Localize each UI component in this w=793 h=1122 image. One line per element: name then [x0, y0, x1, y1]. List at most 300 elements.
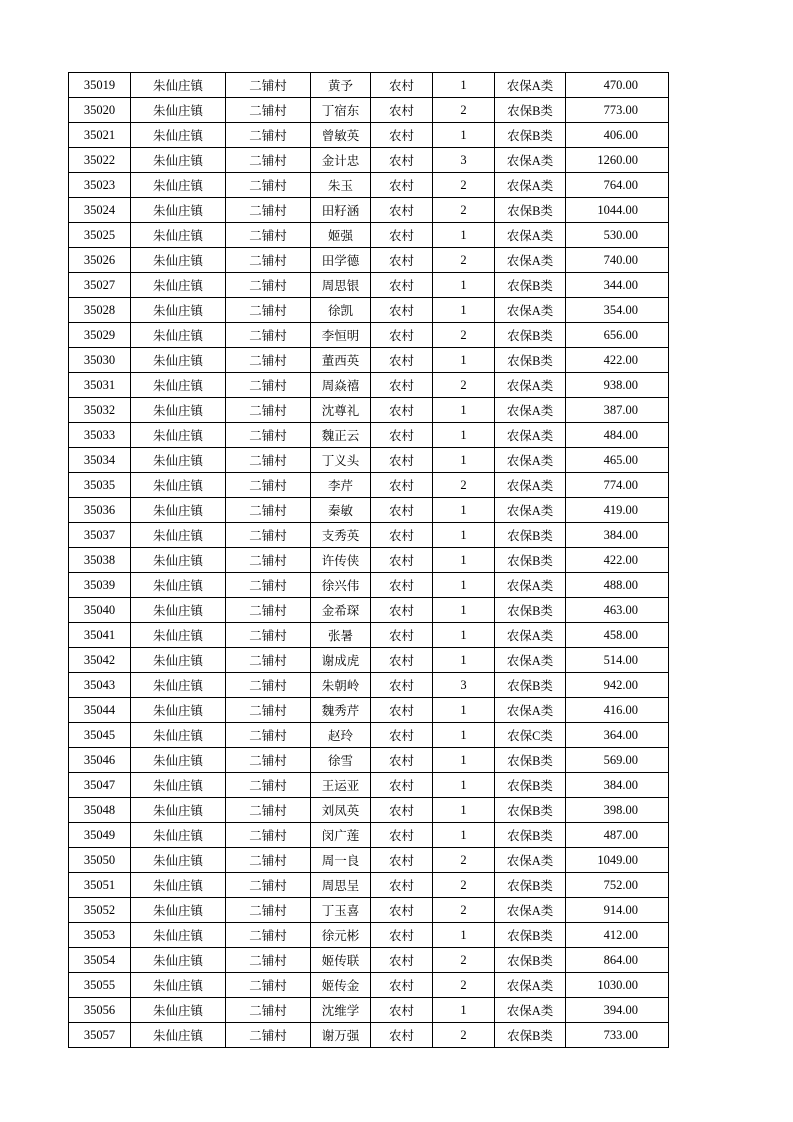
cell-amount: 1260.00 [566, 148, 669, 173]
cell-name: 朱朝岭 [311, 673, 371, 698]
cell-id: 35022 [69, 148, 131, 173]
cell-village: 二铺村 [226, 398, 311, 423]
table-row [69, 923, 669, 948]
cell-village: 二铺村 [226, 198, 311, 223]
table-row [69, 148, 669, 173]
cell-village: 二铺村 [226, 923, 311, 948]
cell-person_count: 2 [433, 173, 495, 198]
cell-town: 朱仙庄镇 [131, 323, 226, 348]
cell-person_count: 1 [433, 798, 495, 823]
cell-insurance_class: 农保B类 [495, 748, 566, 773]
cell-town: 朱仙庄镇 [131, 148, 226, 173]
cell-amount: 458.00 [566, 623, 669, 648]
cell-name: 丁宿东 [311, 98, 371, 123]
cell-village: 二铺村 [226, 498, 311, 523]
cell-town: 朱仙庄镇 [131, 823, 226, 848]
cell-name: 谢万强 [311, 1023, 371, 1048]
cell-amount: 394.00 [566, 998, 669, 1023]
cell-person_count: 2 [433, 973, 495, 998]
cell-area_type: 农村 [371, 248, 433, 273]
cell-insurance_class: 农保B类 [495, 673, 566, 698]
cell-insurance_class: 农保A类 [495, 423, 566, 448]
cell-amount: 412.00 [566, 923, 669, 948]
cell-id: 35047 [69, 773, 131, 798]
table-row [69, 948, 669, 973]
cell-town: 朱仙庄镇 [131, 123, 226, 148]
table-row [69, 848, 669, 873]
cell-amount: 465.00 [566, 448, 669, 473]
cell-village: 二铺村 [226, 98, 311, 123]
cell-town: 朱仙庄镇 [131, 873, 226, 898]
cell-person_count: 1 [433, 123, 495, 148]
cell-town: 朱仙庄镇 [131, 698, 226, 723]
cell-name: 沈维学 [311, 998, 371, 1023]
cell-name: 朱玉 [311, 173, 371, 198]
cell-village: 二铺村 [226, 948, 311, 973]
cell-village: 二铺村 [226, 648, 311, 673]
cell-insurance_class: 农保B类 [495, 548, 566, 573]
table-row [69, 198, 669, 223]
cell-area_type: 农村 [371, 323, 433, 348]
cell-person_count: 1 [433, 723, 495, 748]
cell-id: 35036 [69, 498, 131, 523]
cell-person_count: 1 [433, 348, 495, 373]
cell-id: 35050 [69, 848, 131, 873]
cell-name: 金计忠 [311, 148, 371, 173]
cell-name: 徐雪 [311, 748, 371, 773]
cell-area_type: 农村 [371, 423, 433, 448]
cell-insurance_class: 农保A类 [495, 848, 566, 873]
cell-village: 二铺村 [226, 548, 311, 573]
cell-insurance_class: 农保B类 [495, 773, 566, 798]
cell-id: 35026 [69, 248, 131, 273]
cell-insurance_class: 农保A类 [495, 698, 566, 723]
cell-area_type: 农村 [371, 498, 433, 523]
cell-name: 许传侠 [311, 548, 371, 573]
cell-area_type: 农村 [371, 98, 433, 123]
table-row [69, 248, 669, 273]
cell-area_type: 农村 [371, 948, 433, 973]
cell-name: 张暑 [311, 623, 371, 648]
cell-area_type: 农村 [371, 273, 433, 298]
cell-name: 周一良 [311, 848, 371, 873]
cell-name: 曾敏英 [311, 123, 371, 148]
cell-person_count: 2 [433, 948, 495, 973]
cell-insurance_class: 农保A类 [495, 898, 566, 923]
cell-town: 朱仙庄镇 [131, 98, 226, 123]
cell-area_type: 农村 [371, 1023, 433, 1048]
cell-village: 二铺村 [226, 148, 311, 173]
cell-person_count: 1 [433, 823, 495, 848]
cell-town: 朱仙庄镇 [131, 573, 226, 598]
cell-area_type: 农村 [371, 198, 433, 223]
cell-town: 朱仙庄镇 [131, 748, 226, 773]
cell-village: 二铺村 [226, 323, 311, 348]
cell-village: 二铺村 [226, 798, 311, 823]
cell-town: 朱仙庄镇 [131, 298, 226, 323]
cell-amount: 470.00 [566, 73, 669, 98]
cell-name: 周焱禧 [311, 373, 371, 398]
cell-town: 朱仙庄镇 [131, 448, 226, 473]
cell-person_count: 2 [433, 848, 495, 873]
table-row [69, 273, 669, 298]
cell-insurance_class: 农保B类 [495, 948, 566, 973]
cell-town: 朱仙庄镇 [131, 598, 226, 623]
cell-village: 二铺村 [226, 973, 311, 998]
cell-name: 丁义头 [311, 448, 371, 473]
cell-name: 金希琛 [311, 598, 371, 623]
cell-insurance_class: 农保A类 [495, 573, 566, 598]
cell-area_type: 农村 [371, 173, 433, 198]
cell-amount: 773.00 [566, 98, 669, 123]
cell-insurance_class: 农保A类 [495, 398, 566, 423]
cell-person_count: 1 [433, 773, 495, 798]
cell-id: 35056 [69, 998, 131, 1023]
cell-insurance_class: 农保A类 [495, 973, 566, 998]
cell-area_type: 农村 [371, 623, 433, 648]
cell-name: 支秀英 [311, 523, 371, 548]
cell-amount: 942.00 [566, 673, 669, 698]
cell-name: 李芹 [311, 473, 371, 498]
cell-village: 二铺村 [226, 898, 311, 923]
cell-id: 35057 [69, 1023, 131, 1048]
table-row [69, 398, 669, 423]
cell-area_type: 农村 [371, 123, 433, 148]
table-row [69, 298, 669, 323]
cell-area_type: 农村 [371, 448, 433, 473]
cell-area_type: 农村 [371, 373, 433, 398]
cell-id: 35029 [69, 323, 131, 348]
cell-amount: 656.00 [566, 323, 669, 348]
cell-person_count: 1 [433, 223, 495, 248]
cell-village: 二铺村 [226, 73, 311, 98]
cell-person_count: 2 [433, 98, 495, 123]
cell-area_type: 农村 [371, 148, 433, 173]
cell-area_type: 农村 [371, 573, 433, 598]
table-sheet [68, 72, 669, 1048]
cell-person_count: 3 [433, 673, 495, 698]
cell-town: 朱仙庄镇 [131, 498, 226, 523]
cell-person_count: 2 [433, 198, 495, 223]
cell-insurance_class: 农保A类 [495, 998, 566, 1023]
cell-area_type: 农村 [371, 473, 433, 498]
cell-amount: 938.00 [566, 373, 669, 398]
cell-person_count: 2 [433, 473, 495, 498]
cell-name: 魏秀芹 [311, 698, 371, 723]
cell-id: 35037 [69, 523, 131, 548]
cell-amount: 914.00 [566, 898, 669, 923]
cell-town: 朱仙庄镇 [131, 1023, 226, 1048]
cell-name: 沈尊礼 [311, 398, 371, 423]
cell-area_type: 农村 [371, 698, 433, 723]
cell-area_type: 农村 [371, 823, 433, 848]
cell-village: 二铺村 [226, 848, 311, 873]
table-row [69, 173, 669, 198]
cell-town: 朱仙庄镇 [131, 648, 226, 673]
cell-name: 李恒明 [311, 323, 371, 348]
cell-amount: 752.00 [566, 873, 669, 898]
cell-name: 田学德 [311, 248, 371, 273]
cell-area_type: 农村 [371, 523, 433, 548]
cell-town: 朱仙庄镇 [131, 198, 226, 223]
cell-town: 朱仙庄镇 [131, 973, 226, 998]
cell-insurance_class: 农保B类 [495, 198, 566, 223]
cell-id: 35023 [69, 173, 131, 198]
cell-person_count: 3 [433, 148, 495, 173]
cell-town: 朱仙庄镇 [131, 798, 226, 823]
cell-person_count: 1 [433, 548, 495, 573]
cell-village: 二铺村 [226, 248, 311, 273]
cell-person_count: 1 [433, 73, 495, 98]
table-row [69, 723, 669, 748]
cell-person_count: 1 [433, 598, 495, 623]
cell-town: 朱仙庄镇 [131, 173, 226, 198]
table-row [69, 523, 669, 548]
cell-id: 35054 [69, 948, 131, 973]
cell-amount: 364.00 [566, 723, 669, 748]
cell-area_type: 农村 [371, 598, 433, 623]
cell-area_type: 农村 [371, 398, 433, 423]
cell-id: 35038 [69, 548, 131, 573]
cell-area_type: 农村 [371, 673, 433, 698]
cell-area_type: 农村 [371, 973, 433, 998]
cell-area_type: 农村 [371, 923, 433, 948]
cell-insurance_class: 农保A类 [495, 223, 566, 248]
cell-person_count: 1 [433, 748, 495, 773]
cell-area_type: 农村 [371, 723, 433, 748]
cell-id: 35039 [69, 573, 131, 598]
cell-village: 二铺村 [226, 223, 311, 248]
table-body [69, 73, 669, 1048]
cell-village: 二铺村 [226, 448, 311, 473]
cell-village: 二铺村 [226, 673, 311, 698]
table-row [69, 973, 669, 998]
cell-amount: 422.00 [566, 348, 669, 373]
cell-village: 二铺村 [226, 698, 311, 723]
cell-insurance_class: 农保B类 [495, 798, 566, 823]
cell-name: 赵玲 [311, 723, 371, 748]
cell-insurance_class: 农保C类 [495, 723, 566, 748]
cell-id: 35034 [69, 448, 131, 473]
cell-village: 二铺村 [226, 1023, 311, 1048]
cell-insurance_class: 农保A类 [495, 148, 566, 173]
cell-name: 姬传金 [311, 973, 371, 998]
cell-id: 35053 [69, 923, 131, 948]
cell-id: 35031 [69, 373, 131, 398]
table-row [69, 623, 669, 648]
cell-id: 35049 [69, 823, 131, 848]
cell-person_count: 1 [433, 273, 495, 298]
cell-id: 35055 [69, 973, 131, 998]
cell-insurance_class: 农保B类 [495, 873, 566, 898]
cell-amount: 487.00 [566, 823, 669, 848]
cell-name: 董西英 [311, 348, 371, 373]
cell-town: 朱仙庄镇 [131, 898, 226, 923]
cell-insurance_class: 农保A类 [495, 73, 566, 98]
cell-amount: 1049.00 [566, 848, 669, 873]
cell-amount: 354.00 [566, 298, 669, 323]
cell-area_type: 农村 [371, 348, 433, 373]
cell-town: 朱仙庄镇 [131, 623, 226, 648]
cell-name: 丁玉喜 [311, 898, 371, 923]
cell-village: 二铺村 [226, 823, 311, 848]
cell-id: 35044 [69, 698, 131, 723]
cell-id: 35046 [69, 748, 131, 773]
cell-amount: 398.00 [566, 798, 669, 823]
cell-town: 朱仙庄镇 [131, 223, 226, 248]
table-row [69, 773, 669, 798]
cell-id: 35025 [69, 223, 131, 248]
cell-name: 徐兴伟 [311, 573, 371, 598]
cell-person_count: 1 [433, 573, 495, 598]
cell-amount: 1030.00 [566, 973, 669, 998]
cell-person_count: 2 [433, 373, 495, 398]
table-row [69, 673, 669, 698]
cell-village: 二铺村 [226, 598, 311, 623]
cell-name: 魏正云 [311, 423, 371, 448]
cell-village: 二铺村 [226, 423, 311, 448]
cell-insurance_class: 农保A类 [495, 498, 566, 523]
cell-amount: 406.00 [566, 123, 669, 148]
cell-id: 35020 [69, 98, 131, 123]
cell-town: 朱仙庄镇 [131, 673, 226, 698]
cell-name: 秦敏 [311, 498, 371, 523]
table-row [69, 748, 669, 773]
cell-area_type: 农村 [371, 798, 433, 823]
records-table [68, 72, 669, 1048]
cell-insurance_class: 农保A类 [495, 473, 566, 498]
cell-village: 二铺村 [226, 173, 311, 198]
table-row [69, 98, 669, 123]
cell-amount: 864.00 [566, 948, 669, 973]
cell-amount: 488.00 [566, 573, 669, 598]
cell-person_count: 2 [433, 1023, 495, 1048]
cell-amount: 774.00 [566, 473, 669, 498]
cell-town: 朱仙庄镇 [131, 423, 226, 448]
cell-area_type: 农村 [371, 898, 433, 923]
table-row [69, 548, 669, 573]
cell-id: 35048 [69, 798, 131, 823]
cell-town: 朱仙庄镇 [131, 248, 226, 273]
cell-village: 二铺村 [226, 298, 311, 323]
cell-name: 王运亚 [311, 773, 371, 798]
cell-person_count: 1 [433, 648, 495, 673]
cell-insurance_class: 农保A类 [495, 248, 566, 273]
cell-insurance_class: 农保B类 [495, 273, 566, 298]
cell-insurance_class: 农保B类 [495, 823, 566, 848]
table-row [69, 348, 669, 373]
cell-name: 黄予 [311, 73, 371, 98]
cell-insurance_class: 农保A类 [495, 373, 566, 398]
cell-village: 二铺村 [226, 473, 311, 498]
cell-town: 朱仙庄镇 [131, 998, 226, 1023]
table-row [69, 1023, 669, 1048]
cell-id: 35021 [69, 123, 131, 148]
cell-amount: 569.00 [566, 748, 669, 773]
cell-insurance_class: 农保A类 [495, 623, 566, 648]
cell-id: 35027 [69, 273, 131, 298]
table-row [69, 598, 669, 623]
cell-area_type: 农村 [371, 73, 433, 98]
cell-area_type: 农村 [371, 998, 433, 1023]
cell-area_type: 农村 [371, 773, 433, 798]
cell-amount: 530.00 [566, 223, 669, 248]
cell-id: 35045 [69, 723, 131, 748]
cell-amount: 384.00 [566, 773, 669, 798]
cell-area_type: 农村 [371, 848, 433, 873]
cell-village: 二铺村 [226, 723, 311, 748]
cell-amount: 416.00 [566, 698, 669, 723]
table-row [69, 648, 669, 673]
cell-id: 35051 [69, 873, 131, 898]
cell-insurance_class: 农保A类 [495, 173, 566, 198]
table-row [69, 448, 669, 473]
cell-name: 徐元彬 [311, 923, 371, 948]
table-row [69, 873, 669, 898]
cell-town: 朱仙庄镇 [131, 923, 226, 948]
cell-id: 35041 [69, 623, 131, 648]
cell-person_count: 2 [433, 898, 495, 923]
cell-id: 35019 [69, 73, 131, 98]
cell-area_type: 农村 [371, 548, 433, 573]
table-row [69, 323, 669, 348]
cell-area_type: 农村 [371, 298, 433, 323]
cell-id: 35052 [69, 898, 131, 923]
cell-amount: 422.00 [566, 548, 669, 573]
cell-village: 二铺村 [226, 273, 311, 298]
cell-id: 35040 [69, 598, 131, 623]
cell-town: 朱仙庄镇 [131, 73, 226, 98]
cell-amount: 344.00 [566, 273, 669, 298]
cell-name: 刘凤英 [311, 798, 371, 823]
cell-village: 二铺村 [226, 523, 311, 548]
cell-amount: 387.00 [566, 398, 669, 423]
table-row [69, 823, 669, 848]
table-row [69, 73, 669, 98]
cell-village: 二铺村 [226, 623, 311, 648]
cell-insurance_class: 农保A类 [495, 298, 566, 323]
table-row [69, 223, 669, 248]
table-row [69, 898, 669, 923]
cell-name: 周思银 [311, 273, 371, 298]
cell-amount: 484.00 [566, 423, 669, 448]
cell-area_type: 农村 [371, 748, 433, 773]
table-row [69, 573, 669, 598]
cell-insurance_class: 农保B类 [495, 1023, 566, 1048]
cell-village: 二铺村 [226, 573, 311, 598]
table-row [69, 498, 669, 523]
cell-name: 姬强 [311, 223, 371, 248]
cell-person_count: 1 [433, 998, 495, 1023]
cell-insurance_class: 农保B类 [495, 598, 566, 623]
cell-id: 35043 [69, 673, 131, 698]
cell-village: 二铺村 [226, 748, 311, 773]
cell-town: 朱仙庄镇 [131, 373, 226, 398]
cell-village: 二铺村 [226, 123, 311, 148]
cell-insurance_class: 农保A类 [495, 448, 566, 473]
cell-person_count: 1 [433, 498, 495, 523]
cell-insurance_class: 农保B类 [495, 523, 566, 548]
cell-person_count: 1 [433, 623, 495, 648]
cell-village: 二铺村 [226, 373, 311, 398]
cell-insurance_class: 农保B类 [495, 348, 566, 373]
cell-name: 闵广莲 [311, 823, 371, 848]
cell-amount: 764.00 [566, 173, 669, 198]
table-row [69, 698, 669, 723]
cell-area_type: 农村 [371, 873, 433, 898]
cell-id: 35024 [69, 198, 131, 223]
table-row [69, 423, 669, 448]
